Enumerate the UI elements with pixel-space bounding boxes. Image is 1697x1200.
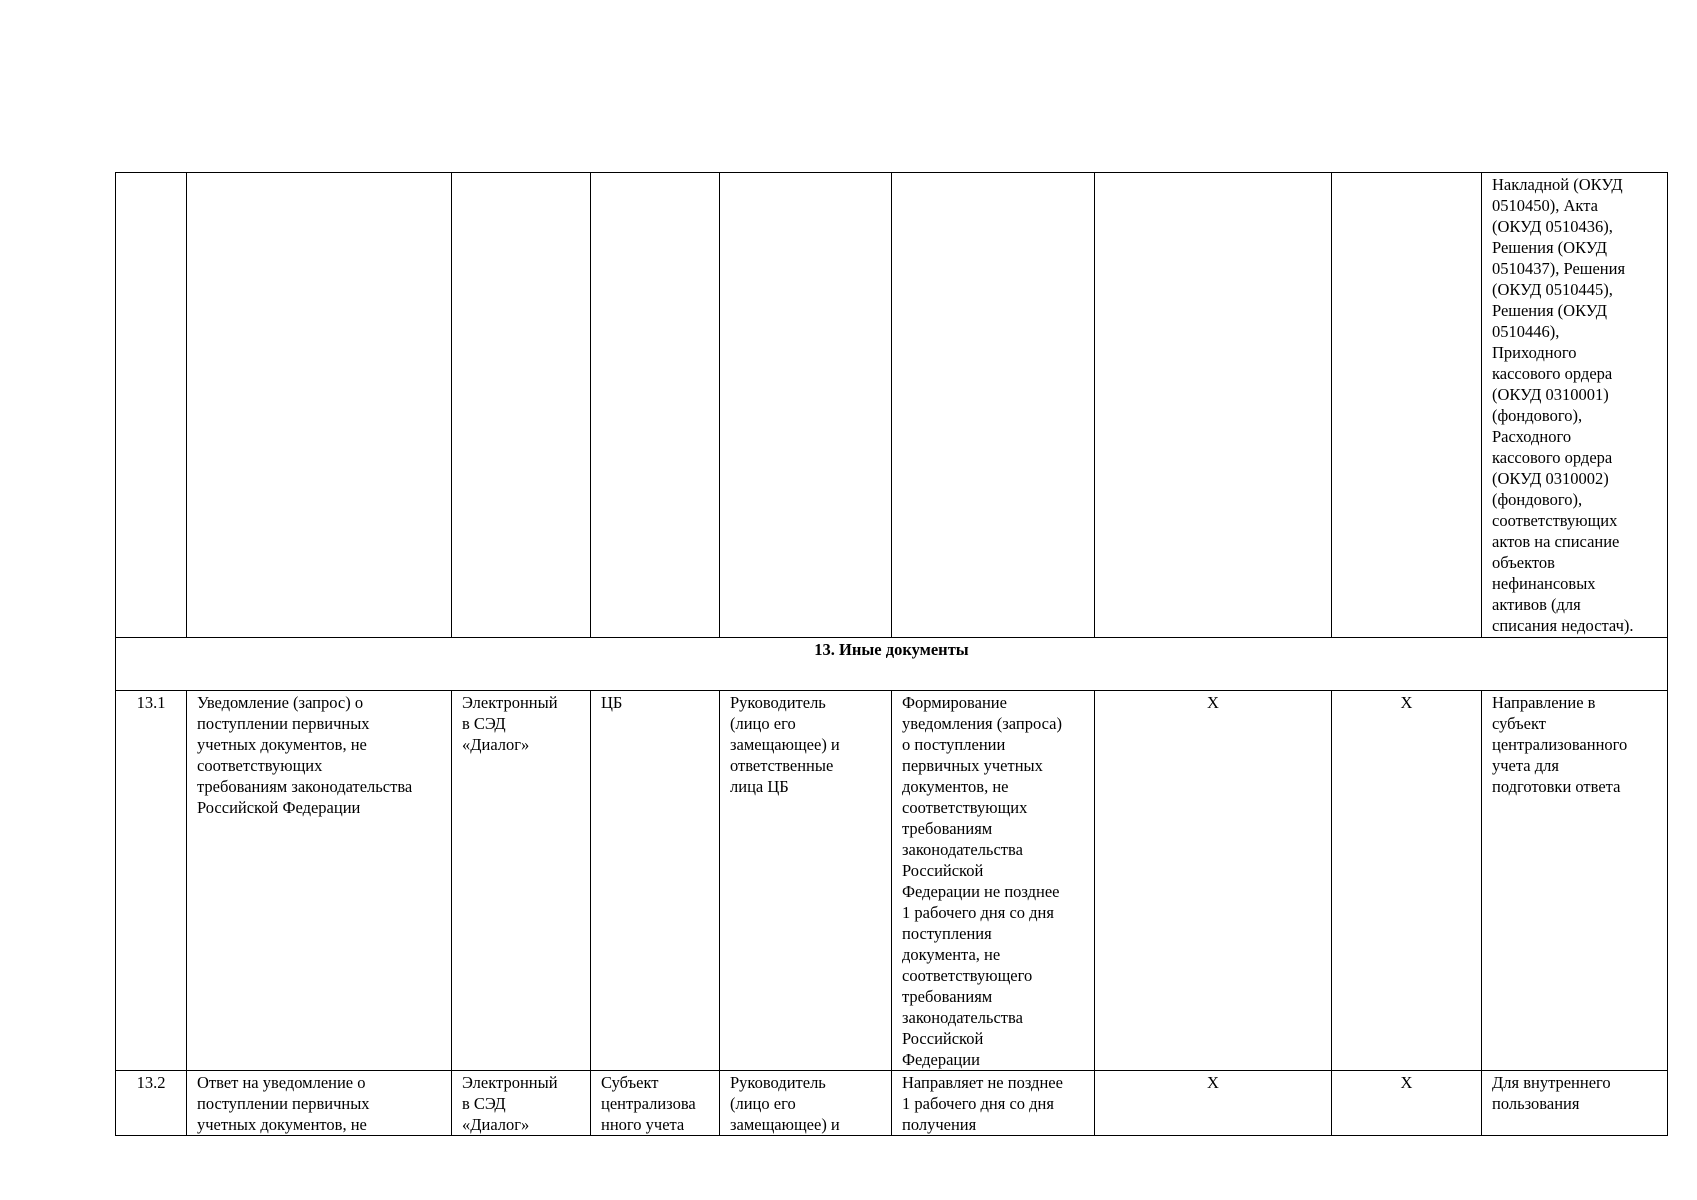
document-name-cell: Уведомление (запрос) о поступлении первичных учетных документов, не соответствующих требованиям законодательства Российской Федерации [187,691,452,1071]
section-header-row [116,638,1668,691]
action-cell: Направляет не позднее 1 рабочего дня со дня получения [892,1071,1095,1136]
responsible-cell: Руководитель (лицо его замещающее) и ответственные лица ЦБ [720,691,892,1071]
table-cell [720,173,892,638]
mark-cell: X [1095,691,1332,1071]
who-creates-cell: Субъект централизова нного учета [591,1071,720,1136]
table-cell [452,173,591,638]
responsible-cell: Руководитель (лицо его замещающее) и [720,1071,892,1136]
row-number: 13.1 [116,691,187,1071]
mark-cell: X [1332,691,1482,1071]
table-cell [892,173,1095,638]
mark-cell: X [1332,1071,1482,1136]
table-row-continuation [116,173,1668,638]
table-cell [591,173,720,638]
note-cell: Направление в субъект централизованного учета для подготовки ответа [1482,691,1668,1071]
table-cell [1332,173,1482,638]
table-row [116,1071,1668,1136]
mark-cell: X [1095,1071,1332,1136]
document-name-cell: Ответ на уведомление о поступлении первичных учетных документов, не [187,1071,452,1136]
who-creates-cell: ЦБ [591,691,720,1071]
document-form-cell: Электронный в СЭД «Диалог» [452,691,591,1071]
table-cell [187,173,452,638]
note-cell: Для внутреннего пользования [1482,1071,1668,1136]
continuation-note-cell: Накладной (ОКУД 0510450), Акта (ОКУД 0510436), Решения (ОКУД 0510437), Решения (ОКУД 0510445), Решения (ОКУД 0510446), Приходного кассового ордера (ОКУД 0310001) (фондового), Расходного кассового ордера (ОКУД 0310002) (фондового), соответствующих актов на списание объектов нефинансовых активов (для списания недостач). [1482,173,1668,638]
document-form-cell: Электронный в СЭД «Диалог» [452,1071,591,1136]
table-cell [1095,173,1332,638]
document-table [115,172,1668,1136]
row-number: 13.2 [116,1071,187,1136]
action-cell: Формирование уведомления (запроса) о поступлении первичных учетных документов, не соответствующих требованиям законодательства Российской Федерации не позднее 1 рабочего дня со дня поступления документа, не соответствующего требованиям законодательства Российской Федерации [892,691,1095,1071]
section-header: 13. Иные документы [116,638,1668,691]
table-row [116,691,1668,1071]
table-cell [116,173,187,638]
